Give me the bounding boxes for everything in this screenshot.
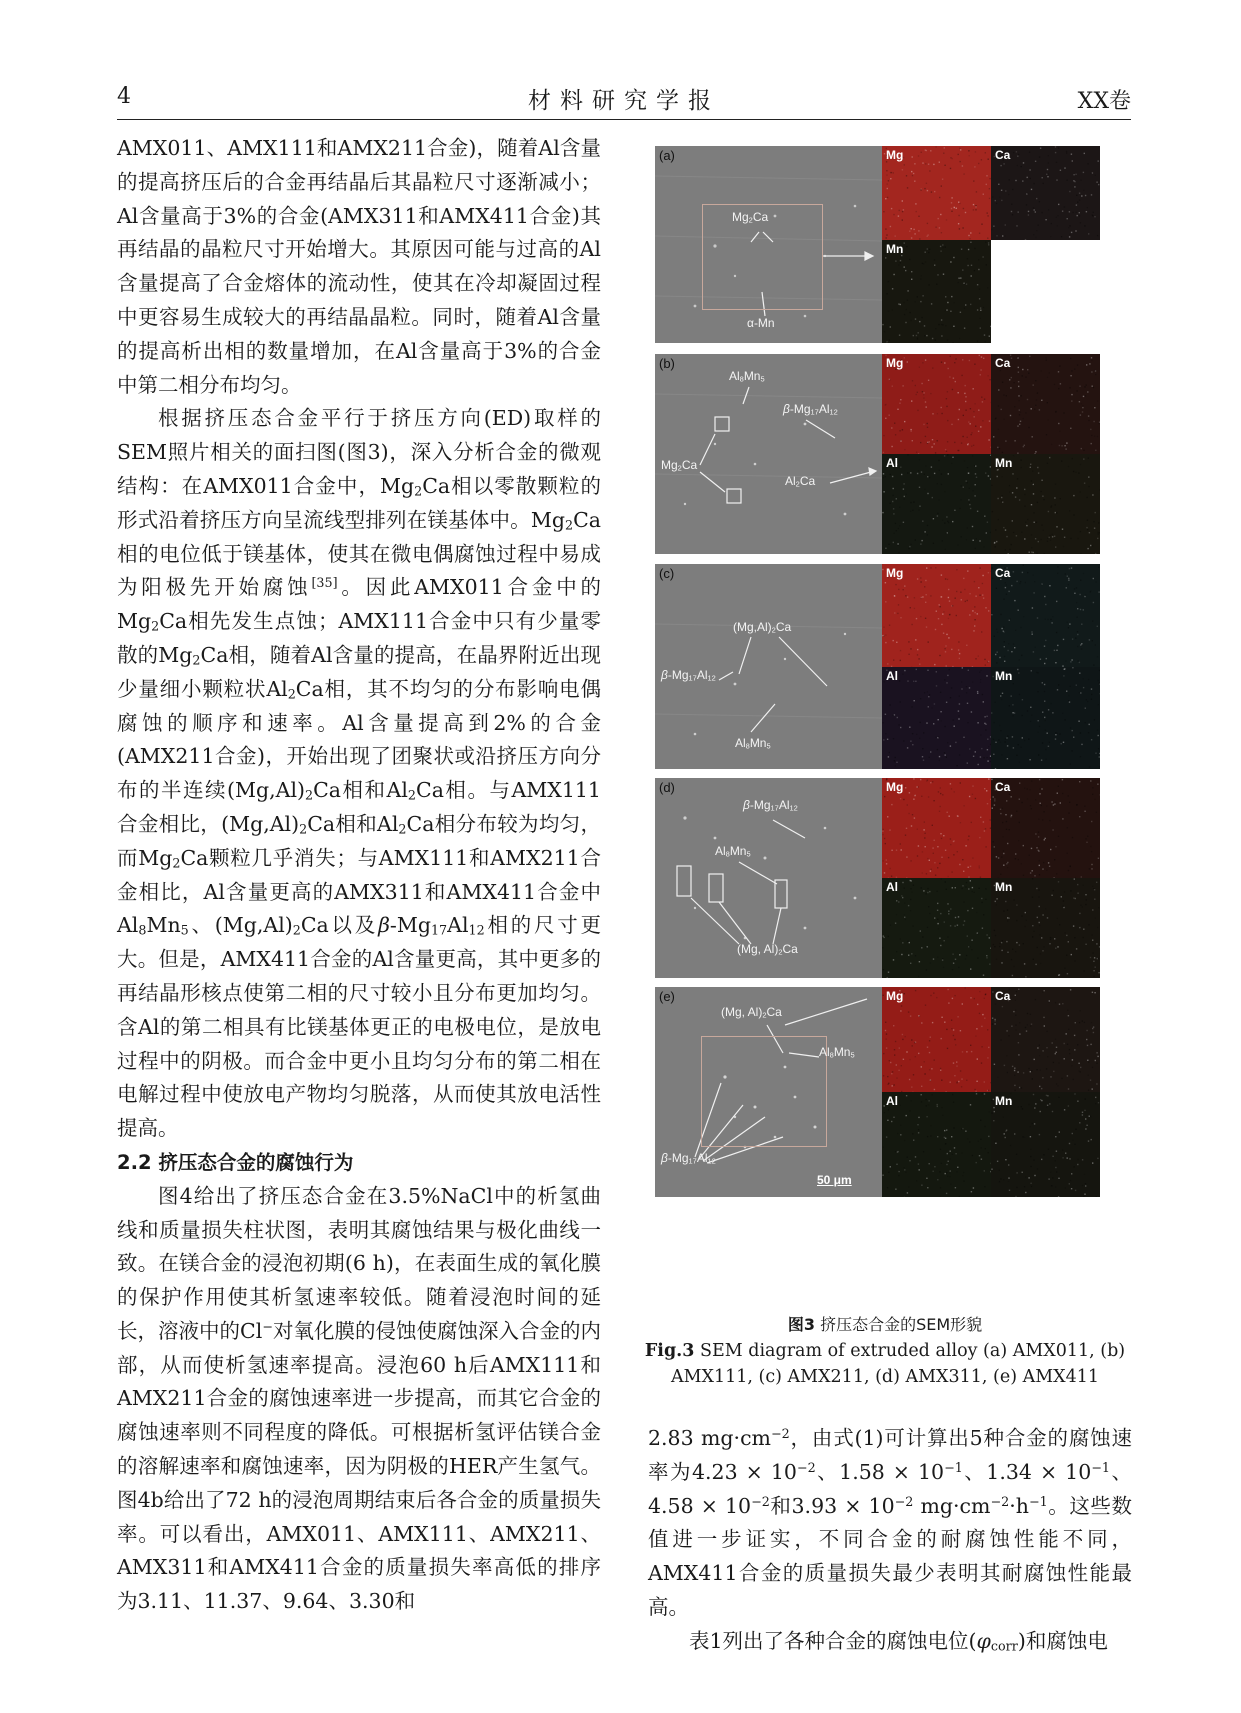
map-speckle: [882, 878, 991, 978]
element-map-ca: Ca: [991, 146, 1100, 240]
panel-label: (c): [659, 566, 675, 581]
phase-label-beta: $\beta-Mg_{17}Al_{12}$: [661, 1151, 716, 1166]
phase-label-al8mn5: $Al_8Mn_5$: [715, 844, 751, 859]
inset-frame: [701, 1036, 827, 1147]
element-map-al: Al: [882, 878, 991, 978]
sem-panel-a: [655, 146, 882, 343]
element-map-al: Al: [882, 1092, 991, 1197]
phase-label-al2ca: $Al_2Ca$: [785, 474, 816, 489]
element-map-mn: Mn: [991, 454, 1100, 554]
element-map-mg: Mg: [882, 987, 991, 1092]
sem-texture: [655, 354, 882, 554]
sem-panel-c: [655, 564, 882, 769]
paragraph: 根据挤压态合金平行于挤压方向(ED)取样的SEM照片相关的面扫图(图3)，深入分析合金的微观结构：在AMX011合金中，$Mg_2Ca$相以零散颗粒的形式沿着挤压方向呈流线型排列在镁基体中。$Mg_2Ca$相的电位低于镁基体，使其在微电偶腐蚀过程中易成为阳极先开始腐蚀[35]。因此AMX011合金中的$Mg_2Ca$相先发生点蚀；AMX111合金中只有少量零散的$Mg_2Ca$相，随着Al含量的提高，在晶界附近出现少量细小颗粒状$Al_2Ca$相，其不均匀的分布影响电偶腐蚀的顺序和速率。Al含量提高到2%的合金(AMX211合金)，开始出现了团聚状或沿挤压方向分布的半连续$(Mg,Al)_2Ca$相和$Al_2Ca$相。与AMX111合金相比，$(Mg,Al)_2Ca$相和$Al_2Ca$相分布较为均匀，而$Mg_2Ca$颗粒几乎消失；与AMX111和AMX211合金相比，Al含量更高的AMX311和AMX411合金中$Al_8Mn_5$、$(Mg,Al)_2Ca$以及$\beta-Mg_{17}Al_{12}$相的尺寸更大。但是，AMX411合金的Al含量更高，其中更多的再结晶形核点使第二相的尺寸较小且分布更加均匀。含Al的第二相具有比镁基体更正的电极电位，是放电过程中的阴极。而合金中更小且均匀分布的第二相在电解过程中使放电产物均匀脱落，从而使其放电活性提高。: [117, 406, 601, 1141]
header-rule: [117, 119, 1131, 120]
panel-label: (b): [659, 356, 675, 371]
section-heading: 2.2 挤压态合金的腐蚀行为: [117, 1150, 354, 1174]
element-map-al: Al: [882, 454, 991, 554]
element-map-ca: Ca: [991, 354, 1100, 454]
scale-bar: 50 μm: [817, 1173, 852, 1187]
element-map-mg: Mg: [882, 354, 991, 454]
journal-title: 材料研究学报: [528, 88, 720, 114]
phase-label-alpha-mn: α-Mn: [747, 316, 775, 330]
paragraph: 表1列出了各种合金的腐蚀电位$(\varphi_{corr})$和腐蚀电: [689, 1628, 1108, 1654]
map-speckle: [882, 1092, 991, 1197]
map-speckle: [882, 454, 991, 554]
page-header: [117, 82, 1131, 118]
page-number: 4: [117, 84, 131, 109]
figure-caption: [640, 1312, 1130, 1390]
element-map-mn: Mn: [991, 878, 1100, 978]
right-column: [648, 1422, 1132, 1659]
phase-label-al8mn5: $Al_8Mn_5$: [729, 369, 765, 384]
element-map-ca: Ca: [991, 987, 1100, 1092]
paragraph: 图4给出了挤压态合金在3.5%NaCl中的析氢曲线和质量损失柱状图，表明其腐蚀结果与极化曲线一致。在镁合金的浸泡初期(6 h)，在表面生成的氧化膜的保护作用使其析氢速率较低。随着浸泡时间的延长，溶液中的Cl−对氧化膜的侵蚀使腐蚀深入合金的内部，从而使析氢速率提高。浸泡60 h后AMX111和AMX211合金的腐蚀速率进一步提高，而其它合金的腐蚀速率则不同程度的降低。可根据析氢评估镁合金的溶解速率和腐蚀速率，因为阴极的HER产生氢气。图4b给出了72 h的浸泡周期结束后各合金的质量损失率。可以看出，AMX011、AMX111、AMX211、AMX311和AMX411合金的质量损失率高低的排序为3.11、11.37、9.64、3.30和: [117, 1183, 602, 1614]
volume-label: XX卷: [1077, 89, 1131, 114]
phase-label-beta: $\beta-Mg_{17}Al_{12}$: [661, 668, 716, 683]
phase-label-mg2ca: $Mg_2Ca$: [732, 210, 769, 225]
citation: [35]: [311, 575, 338, 591]
element-map-mg: Mg: [882, 146, 991, 240]
element-map-mn: Mn: [991, 667, 1100, 769]
sem-panel-d: [655, 778, 882, 978]
phase-label-mg2ca: $Mg_2Ca$: [661, 458, 698, 473]
paragraph: AMX011、AMX111和AMX211合金)，随着Al含量的提高挤压后的合金再结晶后其晶粒尺寸逐渐减小；Al含量高于3%的合金(AMX311和AMX411合金)其再结晶的晶粒尺寸开始增大。其原因可能与过高的Al含量提高了合金熔体的流动性，使其在冷却凝固过程中更容易生成较大的再结晶晶粒。同时，随着Al含量的提高析出相的数量增加，在Al含量高于3%的合金中第二相分布均匀。: [117, 136, 601, 397]
element-map-al: Al: [882, 667, 991, 769]
phase-label-al8mn5: $Al_8Mn_5$: [819, 1045, 855, 1060]
phase-label-mgal2ca: $(Mg,Al)_2Ca$: [733, 620, 792, 635]
element-map-ca: Ca: [991, 564, 1100, 667]
sem-panel-e: [655, 987, 882, 1197]
phase-label-mgal2ca: (Mg, $Al)_2Ca$: [721, 1005, 782, 1020]
phase-label-beta: $\beta-Mg_{17}Al_{12}$: [783, 402, 838, 417]
map-speckle: [882, 667, 991, 769]
element-map-mn: Mn: [882, 240, 991, 343]
element-map-mg: Mg: [882, 778, 991, 878]
phase-label-beta: $\beta-Mg_{17}Al_{12}$: [743, 798, 798, 813]
caption-cn: 图3 挤压态合金的SEM形貌: [787, 1315, 983, 1334]
left-column: [117, 132, 601, 1619]
sem-panel-b: [655, 354, 882, 554]
panel-label: (e): [659, 989, 675, 1004]
phase-label-al8mn5: $Al_8Mn_5$: [735, 736, 771, 751]
paragraph: 2.83 $mg\cdot cm^{-2}$，由式(1)可计算出5种合金的腐蚀速率为$4.23 \times 10^{-2}$、$1.58 \times 10^{-1}$、$1.34 \times 10^{-1}$、$4.58 \times 10^{-2}$和$3.93 \times 10^{-2}$ $mg\cdot cm^{-2}\cdot h^{-1}$。这些数值进一步证实，不同合金的耐腐蚀性能不同，AMX411合金的质量损失最少表明其耐腐蚀性能最高。: [648, 1426, 1133, 1619]
panel-label: (d): [659, 780, 675, 795]
element-map-mg: Mg: [882, 564, 991, 667]
element-map-ca: Ca: [991, 778, 1100, 878]
figure-3: [655, 146, 1120, 1306]
phase-label-mgal2ca: (Mg, $Al)_2Ca$: [737, 942, 798, 957]
caption-en: Fig.3 SEM diagram of extruded alloy (a) AMX011, (b) AMX111, (c) AMX211, (d) AMX311, (e) AMX411: [644, 1341, 1126, 1387]
panel-label: (a): [659, 148, 675, 163]
element-map-mn: Mn: [991, 1092, 1100, 1197]
